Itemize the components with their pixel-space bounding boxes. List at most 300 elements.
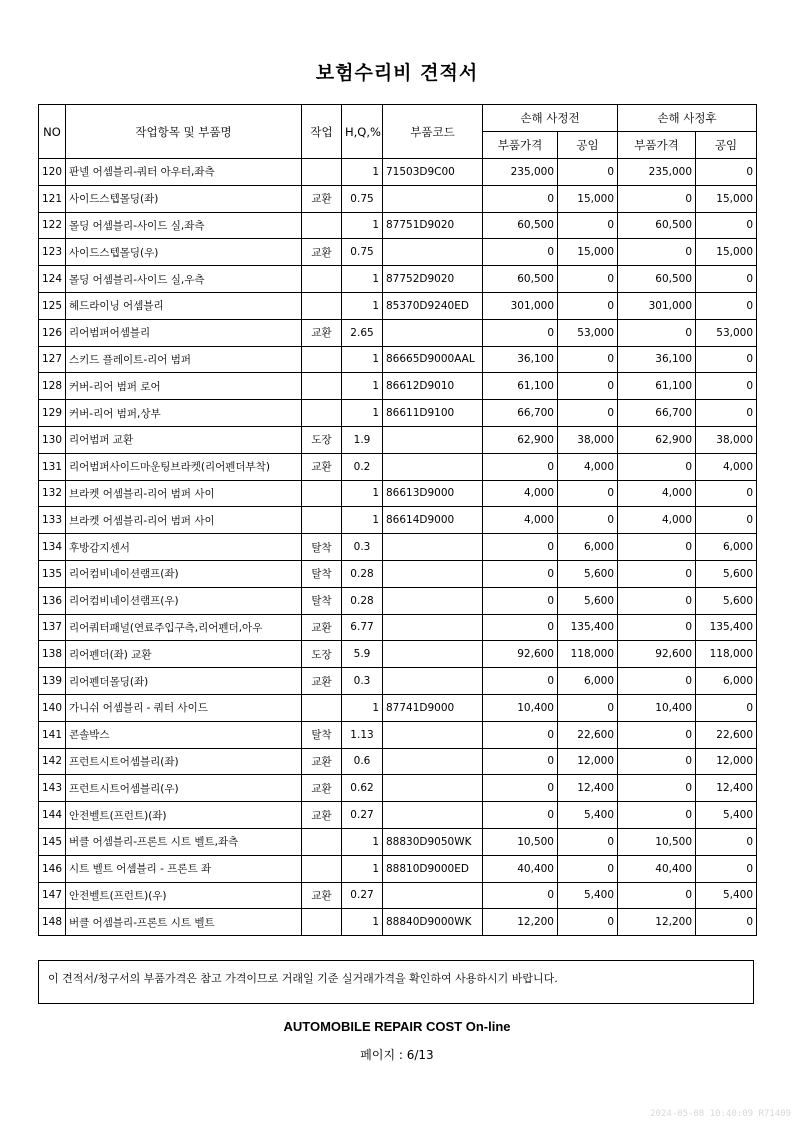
cell-no: 126	[39, 319, 66, 346]
cell-item: 리어컴비네이션램프(우)	[66, 587, 302, 614]
cell-no: 133	[39, 507, 66, 534]
cell-after-part-price: 10,400	[618, 694, 696, 721]
cell-before-part-price: 0	[483, 721, 558, 748]
cell-before-part-price: 10,500	[483, 828, 558, 855]
cell-hq: 0.3	[342, 534, 383, 561]
cell-item: 버클 어셈블리-프론트 시트 벨트	[66, 909, 302, 936]
cell-no: 130	[39, 426, 66, 453]
cell-part-code: 88810D9000ED	[383, 855, 483, 882]
cell-item: 리어펜더몰딩(좌)	[66, 668, 302, 695]
cell-after-part-price: 0	[618, 587, 696, 614]
cell-after-labor: 5,400	[696, 882, 757, 909]
cell-work: 도장	[302, 426, 342, 453]
cell-work: 교환	[302, 882, 342, 909]
cell-before-part-price: 0	[483, 882, 558, 909]
cell-hq: 1	[342, 346, 383, 373]
cell-no: 138	[39, 641, 66, 668]
cell-item: 몰딩 어셈블리-사이드 실,우측	[66, 266, 302, 293]
cell-before-part-price: 0	[483, 319, 558, 346]
cell-after-part-price: 36,100	[618, 346, 696, 373]
cell-work: 탈착	[302, 721, 342, 748]
table-row	[39, 828, 757, 855]
cell-before-part-price: 10,400	[483, 694, 558, 721]
estimate-rows	[39, 159, 757, 936]
cell-before-part-price: 66,700	[483, 400, 558, 427]
table-row	[39, 560, 757, 587]
cell-item: 리어쿼터패널(연료주입구측,리어펜더,아우	[66, 614, 302, 641]
cell-before-part-price: 4,000	[483, 507, 558, 534]
cell-before-labor: 53,000	[558, 319, 618, 346]
cell-work	[302, 159, 342, 186]
cell-no: 137	[39, 614, 66, 641]
cell-hq: 1	[342, 694, 383, 721]
cell-after-part-price: 0	[618, 668, 696, 695]
cell-work	[302, 373, 342, 400]
cell-before-labor: 0	[558, 266, 618, 293]
cell-no: 128	[39, 373, 66, 400]
cell-after-labor: 4,000	[696, 453, 757, 480]
table-row	[39, 668, 757, 695]
cell-before-labor: 0	[558, 346, 618, 373]
cell-after-labor: 0	[696, 159, 757, 186]
table-row	[39, 239, 757, 266]
cell-hq: 5.9	[342, 641, 383, 668]
cell-hq: 0.2	[342, 453, 383, 480]
cell-after-labor: 0	[696, 909, 757, 936]
cell-before-labor: 0	[558, 909, 618, 936]
cell-part-code	[383, 453, 483, 480]
cell-no: 143	[39, 775, 66, 802]
cell-before-part-price: 0	[483, 185, 558, 212]
cell-part-code: 87741D9000	[383, 694, 483, 721]
cell-part-code	[383, 802, 483, 829]
cell-work: 교환	[302, 185, 342, 212]
table-row	[39, 292, 757, 319]
cell-part-code: 87752D9020	[383, 266, 483, 293]
cell-item: 후방감지센서	[66, 534, 302, 561]
cell-hq: 0.27	[342, 882, 383, 909]
cell-no: 122	[39, 212, 66, 239]
cell-hq: 6.77	[342, 614, 383, 641]
cell-hq: 1.13	[342, 721, 383, 748]
cell-before-part-price: 0	[483, 775, 558, 802]
cell-item: 버클 어셈블리-프론트 시트 벨트,좌측	[66, 828, 302, 855]
header-after: 손해 사정후	[618, 105, 757, 132]
cell-work: 교환	[302, 775, 342, 802]
cell-item: 프런트시트어셈블리(우)	[66, 775, 302, 802]
cell-before-labor: 0	[558, 507, 618, 534]
cell-before-labor: 12,000	[558, 748, 618, 775]
table-row	[39, 721, 757, 748]
header-work: 작업	[302, 105, 342, 159]
table-row	[39, 400, 757, 427]
table-row	[39, 480, 757, 507]
cell-after-part-price: 40,400	[618, 855, 696, 882]
cell-after-part-price: 92,600	[618, 641, 696, 668]
cell-item: 리어펜더(좌) 교환	[66, 641, 302, 668]
cell-before-part-price: 0	[483, 534, 558, 561]
cell-before-part-price: 0	[483, 453, 558, 480]
cell-part-code	[383, 426, 483, 453]
page-number: 페이지 : 6/13	[360, 1048, 434, 1062]
cell-before-part-price: 0	[483, 614, 558, 641]
cell-hq: 0.62	[342, 775, 383, 802]
cell-after-labor: 0	[696, 828, 757, 855]
table-row	[39, 373, 757, 400]
cell-hq: 0.6	[342, 748, 383, 775]
cell-hq: 1	[342, 507, 383, 534]
cell-hq: 1	[342, 400, 383, 427]
cell-work: 교환	[302, 239, 342, 266]
cell-before-part-price: 92,600	[483, 641, 558, 668]
cell-item: 안전벨트(프런트)(좌)	[66, 802, 302, 829]
table-row	[39, 426, 757, 453]
cell-after-part-price: 0	[618, 748, 696, 775]
cell-before-part-price: 40,400	[483, 855, 558, 882]
cell-before-labor: 22,600	[558, 721, 618, 748]
cell-hq: 1	[342, 266, 383, 293]
cell-work	[302, 507, 342, 534]
cell-after-part-price: 12,200	[618, 909, 696, 936]
cell-after-labor: 0	[696, 480, 757, 507]
cell-before-part-price: 60,500	[483, 212, 558, 239]
cell-no: 145	[39, 828, 66, 855]
cell-hq: 1	[342, 292, 383, 319]
header-after-labor: 공임	[696, 132, 757, 159]
cell-part-code: 86665D9000AAL	[383, 346, 483, 373]
cell-part-code	[383, 614, 483, 641]
cell-work	[302, 212, 342, 239]
table-row	[39, 453, 757, 480]
cell-after-labor: 0	[696, 400, 757, 427]
cell-part-code	[383, 882, 483, 909]
cell-work: 탈착	[302, 587, 342, 614]
table-row	[39, 614, 757, 641]
cell-item: 몰딩 어셈블리-사이드 실,좌측	[66, 212, 302, 239]
cell-work	[302, 346, 342, 373]
cell-no: 142	[39, 748, 66, 775]
cell-after-labor: 5,400	[696, 802, 757, 829]
cell-before-part-price: 0	[483, 239, 558, 266]
cell-no: 127	[39, 346, 66, 373]
cell-after-labor: 15,000	[696, 239, 757, 266]
cell-item: 안전벨트(프런트)(우)	[66, 882, 302, 909]
cell-after-part-price: 60,500	[618, 212, 696, 239]
cell-after-part-price: 0	[618, 614, 696, 641]
cell-before-part-price: 36,100	[483, 346, 558, 373]
cell-hq: 1	[342, 159, 383, 186]
cell-before-labor: 15,000	[558, 185, 618, 212]
cell-part-code: 88830D9050WK	[383, 828, 483, 855]
cell-before-part-price: 0	[483, 748, 558, 775]
cell-item: 콘솔박스	[66, 721, 302, 748]
cell-before-part-price: 301,000	[483, 292, 558, 319]
cell-after-part-price: 0	[618, 775, 696, 802]
table-row	[39, 775, 757, 802]
header-item: 작업항목 및 부품명	[66, 105, 302, 159]
cell-hq: 0.28	[342, 560, 383, 587]
cell-after-labor: 0	[696, 266, 757, 293]
cell-before-labor: 0	[558, 292, 618, 319]
cell-before-labor: 0	[558, 400, 618, 427]
cell-after-part-price: 0	[618, 185, 696, 212]
cell-after-part-price: 0	[618, 802, 696, 829]
cell-no: 139	[39, 668, 66, 695]
cell-part-code	[383, 239, 483, 266]
cell-no: 148	[39, 909, 66, 936]
table-row	[39, 802, 757, 829]
cell-before-labor: 0	[558, 480, 618, 507]
cell-after-labor: 5,600	[696, 560, 757, 587]
table-row	[39, 534, 757, 561]
cell-before-part-price: 0	[483, 668, 558, 695]
cell-before-labor: 0	[558, 828, 618, 855]
cell-part-code: 88840D9000WK	[383, 909, 483, 936]
cell-before-labor: 6,000	[558, 534, 618, 561]
cell-item: 리어범퍼사이드마운팅브라켓(리어펜더부착)	[66, 453, 302, 480]
cell-before-labor: 5,600	[558, 560, 618, 587]
cell-before-labor: 12,400	[558, 775, 618, 802]
table-row	[39, 882, 757, 909]
cell-before-labor: 5,400	[558, 802, 618, 829]
cell-item: 브라켓 어셈블리-리어 범퍼 사이	[66, 480, 302, 507]
cell-before-part-price: 0	[483, 560, 558, 587]
cell-work: 교환	[302, 319, 342, 346]
cell-after-labor: 15,000	[696, 185, 757, 212]
cell-part-code	[383, 748, 483, 775]
cell-after-labor: 0	[696, 507, 757, 534]
cell-hq: 1	[342, 909, 383, 936]
cell-no: 124	[39, 266, 66, 293]
cell-after-labor: 0	[696, 373, 757, 400]
cell-work	[302, 480, 342, 507]
table-row	[39, 266, 757, 293]
cell-before-labor: 38,000	[558, 426, 618, 453]
header-before: 손해 사정전	[483, 105, 618, 132]
cell-part-code: 87751D9020	[383, 212, 483, 239]
table-row	[39, 641, 757, 668]
cell-after-labor: 0	[696, 694, 757, 721]
cell-part-code	[383, 587, 483, 614]
table-row	[39, 507, 757, 534]
cell-after-part-price: 301,000	[618, 292, 696, 319]
cell-after-part-price: 62,900	[618, 426, 696, 453]
cell-after-labor: 118,000	[696, 641, 757, 668]
cell-item: 스키드 플레이트-리어 범퍼	[66, 346, 302, 373]
cell-before-labor: 118,000	[558, 641, 618, 668]
cell-work: 교환	[302, 614, 342, 641]
cell-before-part-price: 61,100	[483, 373, 558, 400]
cell-work	[302, 400, 342, 427]
cell-work: 교환	[302, 748, 342, 775]
cell-item: 헤드라이닝 어셈블리	[66, 292, 302, 319]
cell-before-labor: 0	[558, 855, 618, 882]
cell-no: 131	[39, 453, 66, 480]
cell-hq: 1	[342, 373, 383, 400]
cell-after-labor: 0	[696, 292, 757, 319]
table-row	[39, 319, 757, 346]
cell-part-code: 71503D9C00	[383, 159, 483, 186]
cell-hq: 0.3	[342, 668, 383, 695]
cell-no: 140	[39, 694, 66, 721]
document-title: 보험수리비 견적서	[315, 62, 479, 84]
cell-hq: 0.75	[342, 239, 383, 266]
cell-after-part-price: 0	[618, 882, 696, 909]
cell-before-labor: 15,000	[558, 239, 618, 266]
cell-no: 120	[39, 159, 66, 186]
cell-before-part-price: 12,200	[483, 909, 558, 936]
table-row	[39, 587, 757, 614]
cell-part-code: 86611D9100	[383, 400, 483, 427]
cell-before-part-price: 62,900	[483, 426, 558, 453]
cell-no: 135	[39, 560, 66, 587]
cell-item: 판넬 어셈블리-쿼터 아우터,좌측	[66, 159, 302, 186]
cell-part-code: 85370D9240ED	[383, 292, 483, 319]
cell-item: 사이드스텝몰딩(좌)	[66, 185, 302, 212]
cell-part-code	[383, 668, 483, 695]
cell-no: 136	[39, 587, 66, 614]
header-no: NO	[39, 105, 66, 159]
cell-work	[302, 909, 342, 936]
cell-item: 프런트시트어셈블리(좌)	[66, 748, 302, 775]
cell-hq: 2.65	[342, 319, 383, 346]
cell-after-labor: 12,400	[696, 775, 757, 802]
cell-after-part-price: 60,500	[618, 266, 696, 293]
cell-work	[302, 694, 342, 721]
table-row	[39, 748, 757, 775]
cell-hq: 1	[342, 212, 383, 239]
header-after-part-price: 부품가격	[618, 132, 696, 159]
cell-before-part-price: 235,000	[483, 159, 558, 186]
cell-work: 도장	[302, 641, 342, 668]
cell-after-part-price: 10,500	[618, 828, 696, 855]
print-timestamp: 2024-05-08 10:40:09 R71409	[650, 1109, 791, 1119]
cell-no: 134	[39, 534, 66, 561]
cell-after-labor: 135,400	[696, 614, 757, 641]
cell-after-part-price: 61,100	[618, 373, 696, 400]
cell-item: 커버-리어 범퍼 로어	[66, 373, 302, 400]
header-before-part-price: 부품가격	[483, 132, 558, 159]
cell-no: 123	[39, 239, 66, 266]
cell-work: 교환	[302, 802, 342, 829]
cell-hq: 0.28	[342, 587, 383, 614]
cell-after-part-price: 0	[618, 453, 696, 480]
cell-before-labor: 0	[558, 159, 618, 186]
price-notice: 이 견적서/청구서의 부품가격은 참고 가격이므로 거래일 기준 실거래가격을 확인하여 사용하시기 바랍니다.	[38, 960, 754, 1004]
cell-before-labor: 0	[558, 373, 618, 400]
cell-before-labor: 5,400	[558, 882, 618, 909]
cell-no: 125	[39, 292, 66, 319]
cell-after-labor: 6,000	[696, 668, 757, 695]
cell-part-code: 86612D9010	[383, 373, 483, 400]
cell-part-code: 86613D9000	[383, 480, 483, 507]
cell-after-labor: 53,000	[696, 319, 757, 346]
cell-part-code	[383, 534, 483, 561]
cell-after-labor: 0	[696, 212, 757, 239]
header-hq: H,Q,%	[342, 105, 383, 159]
cell-after-labor: 0	[696, 855, 757, 882]
cell-no: 121	[39, 185, 66, 212]
cell-after-part-price: 0	[618, 721, 696, 748]
cell-work	[302, 266, 342, 293]
cell-work: 탈착	[302, 534, 342, 561]
cell-hq: 1.9	[342, 426, 383, 453]
cell-item: 리어범퍼 교환	[66, 426, 302, 453]
cell-work: 탈착	[302, 560, 342, 587]
cell-hq: 1	[342, 480, 383, 507]
cell-after-part-price: 235,000	[618, 159, 696, 186]
cell-before-labor: 0	[558, 212, 618, 239]
cell-no: 132	[39, 480, 66, 507]
cell-after-part-price: 0	[618, 239, 696, 266]
cell-after-labor: 6,000	[696, 534, 757, 561]
cell-work: 교환	[302, 453, 342, 480]
cell-part-code	[383, 721, 483, 748]
cell-work	[302, 855, 342, 882]
cell-after-labor: 0	[696, 346, 757, 373]
cell-part-code	[383, 560, 483, 587]
footer-brand: AUTOMOBILE REPAIR COST On-line	[283, 1019, 511, 1034]
cell-item: 시트 벨트 어셈블리 - 프론트 좌	[66, 855, 302, 882]
cell-hq: 1	[342, 855, 383, 882]
cell-item: 리어범퍼어셈블리	[66, 319, 302, 346]
cell-after-part-price: 4,000	[618, 480, 696, 507]
cell-part-code	[383, 319, 483, 346]
cell-after-part-price: 66,700	[618, 400, 696, 427]
cell-after-labor: 5,600	[696, 587, 757, 614]
table-row	[39, 855, 757, 882]
cell-after-labor: 38,000	[696, 426, 757, 453]
cell-hq: 0.27	[342, 802, 383, 829]
cell-before-part-price: 60,500	[483, 266, 558, 293]
cell-part-code: 86614D9000	[383, 507, 483, 534]
cell-item: 커버-리어 범퍼,상부	[66, 400, 302, 427]
cell-before-part-price: 0	[483, 587, 558, 614]
table-row	[39, 185, 757, 212]
cell-before-labor: 6,000	[558, 668, 618, 695]
header-code: 부품코드	[383, 105, 483, 159]
cell-before-labor: 135,400	[558, 614, 618, 641]
cell-part-code	[383, 641, 483, 668]
cell-no: 146	[39, 855, 66, 882]
cell-after-labor: 22,600	[696, 721, 757, 748]
cell-hq: 1	[342, 828, 383, 855]
cell-no: 141	[39, 721, 66, 748]
header-before-labor: 공임	[558, 132, 618, 159]
table-row	[39, 909, 757, 936]
cell-no: 129	[39, 400, 66, 427]
cell-before-labor: 4,000	[558, 453, 618, 480]
cell-after-part-price: 0	[618, 319, 696, 346]
cell-work	[302, 828, 342, 855]
cell-after-part-price: 4,000	[618, 507, 696, 534]
cell-item: 사이드스텝몰딩(우)	[66, 239, 302, 266]
cell-no: 144	[39, 802, 66, 829]
cell-item: 리어컴비네이션램프(좌)	[66, 560, 302, 587]
cell-item: 브라켓 어셈블리-리어 범퍼 사이	[66, 507, 302, 534]
cell-before-part-price: 0	[483, 802, 558, 829]
cell-before-part-price: 4,000	[483, 480, 558, 507]
estimate-table	[38, 104, 757, 936]
cell-hq: 0.75	[342, 185, 383, 212]
cell-after-part-price: 0	[618, 534, 696, 561]
cell-part-code	[383, 185, 483, 212]
cell-no: 147	[39, 882, 66, 909]
cell-part-code	[383, 775, 483, 802]
cell-before-labor: 0	[558, 694, 618, 721]
cell-item: 가니쉬 어셈블리 - 쿼터 사이드	[66, 694, 302, 721]
table-row	[39, 346, 757, 373]
